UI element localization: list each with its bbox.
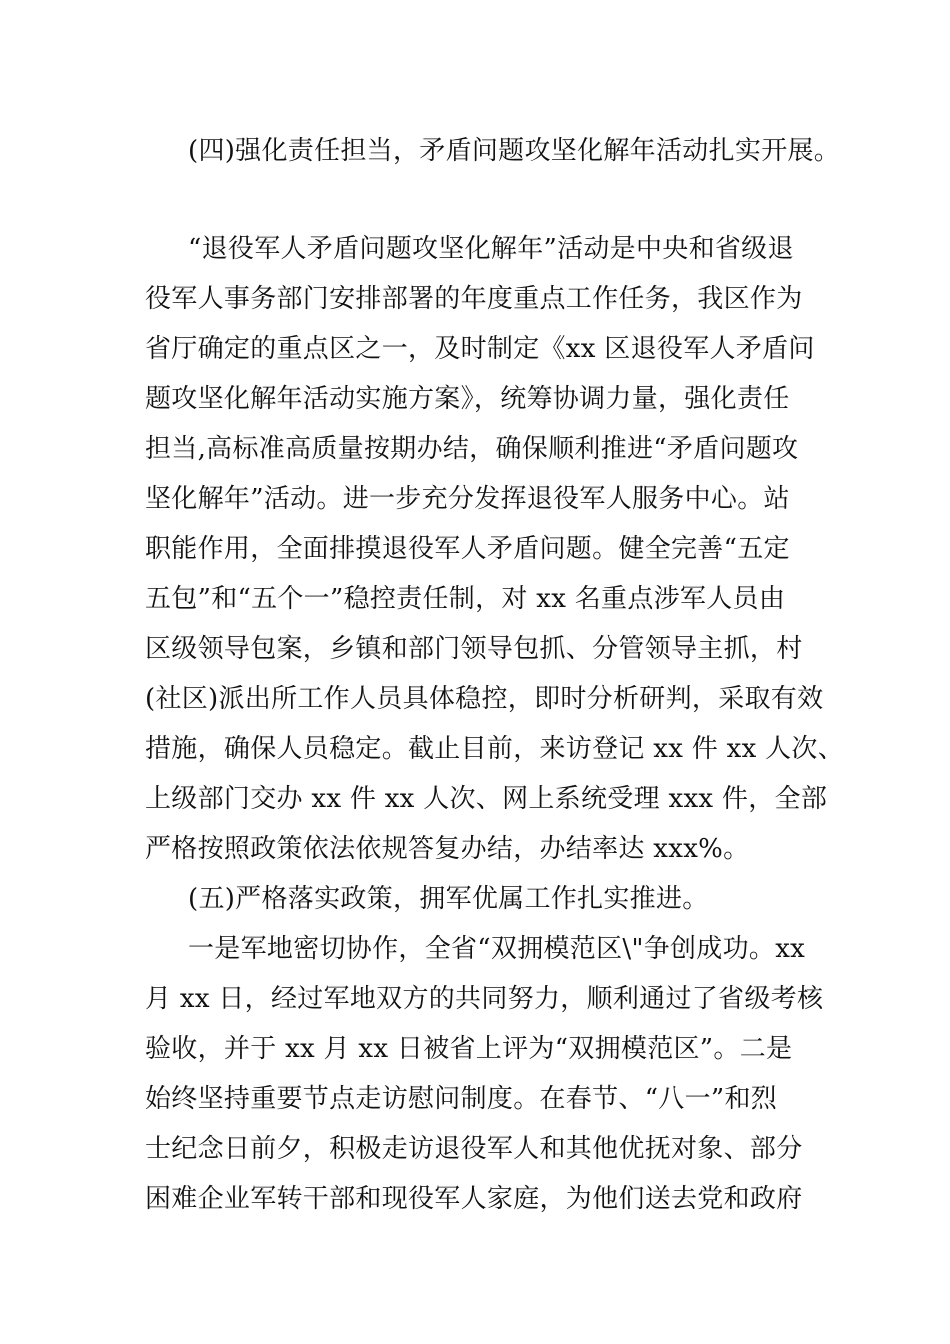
section-heading-4: (四)强化责任担当，矛盾问题攻坚化解年活动扎实开展。: [188, 136, 841, 166]
paragraph-line: 坚化解年”活动。进一步充分发挥退役军人服务中心。站: [145, 484, 790, 514]
paragraph-line: 措施，确保人员稳定。截止目前，来访登记 xx 件 xx 人次、: [145, 734, 845, 764]
paragraph-line: 省厅确定的重点区之一，及时制定《xx 区退役军人矛盾问: [145, 334, 815, 364]
paragraph-line: 始终坚持重要节点走访慰问制度。在春节、“八一”和烈: [145, 1084, 778, 1114]
paragraph-line: 困难企业军转干部和现役军人家庭，为他们送去党和政府: [145, 1184, 803, 1214]
paragraph-line: 职能作用，全面排摸退役军人矛盾问题。健全完善“五定: [145, 534, 790, 564]
paragraph-line: 题攻坚化解年活动实施方案》，统筹协调力量，强化责任: [145, 384, 790, 414]
paragraph-line: “退役军人矛盾问题攻坚化解年”活动是中央和省级退: [188, 234, 794, 264]
paragraph-line: 役军人事务部门安排部署的年度重点工作任务，我区作为: [145, 284, 803, 314]
paragraph-line: 五包”和“五个一”稳控责任制，对 xx 名重点涉军人员由: [145, 584, 786, 614]
paragraph-line: (社区)派出所工作人员具体稳控，即时分析研判，采取有效: [145, 684, 824, 714]
paragraph-line: 月 xx 日，经过军地双方的共同努力，顺利通过了省级考核: [145, 984, 824, 1014]
paragraph-line: 一是军地密切协作，全省“双拥模范区\"争创成功。xx: [188, 934, 806, 964]
paragraph-line: 士纪念日前夕，积极走访退役军人和其他优抚对象、部分: [145, 1134, 803, 1164]
paragraph-line: 严格按照政策依法依规答复办结，办结率达 xxx%。: [145, 834, 750, 864]
section-heading-5: (五)严格落实政策，拥军优属工作扎实推进。: [188, 884, 709, 914]
paragraph-line: 上级部门交办 xx 件 xx 人次、网上系统受理 xxx 件，全部: [145, 784, 828, 814]
paragraph-line: 担当,高标准高质量按期办结，确保顺利推进“矛盾问题攻: [145, 434, 799, 464]
paragraph-line: 验收，并于 xx 月 xx 日被省上评为“双拥模范区”。二是: [145, 1034, 793, 1064]
paragraph-line: 区级领导包案，乡镇和部门领导包抓、分管领导主抓，村: [145, 634, 803, 664]
